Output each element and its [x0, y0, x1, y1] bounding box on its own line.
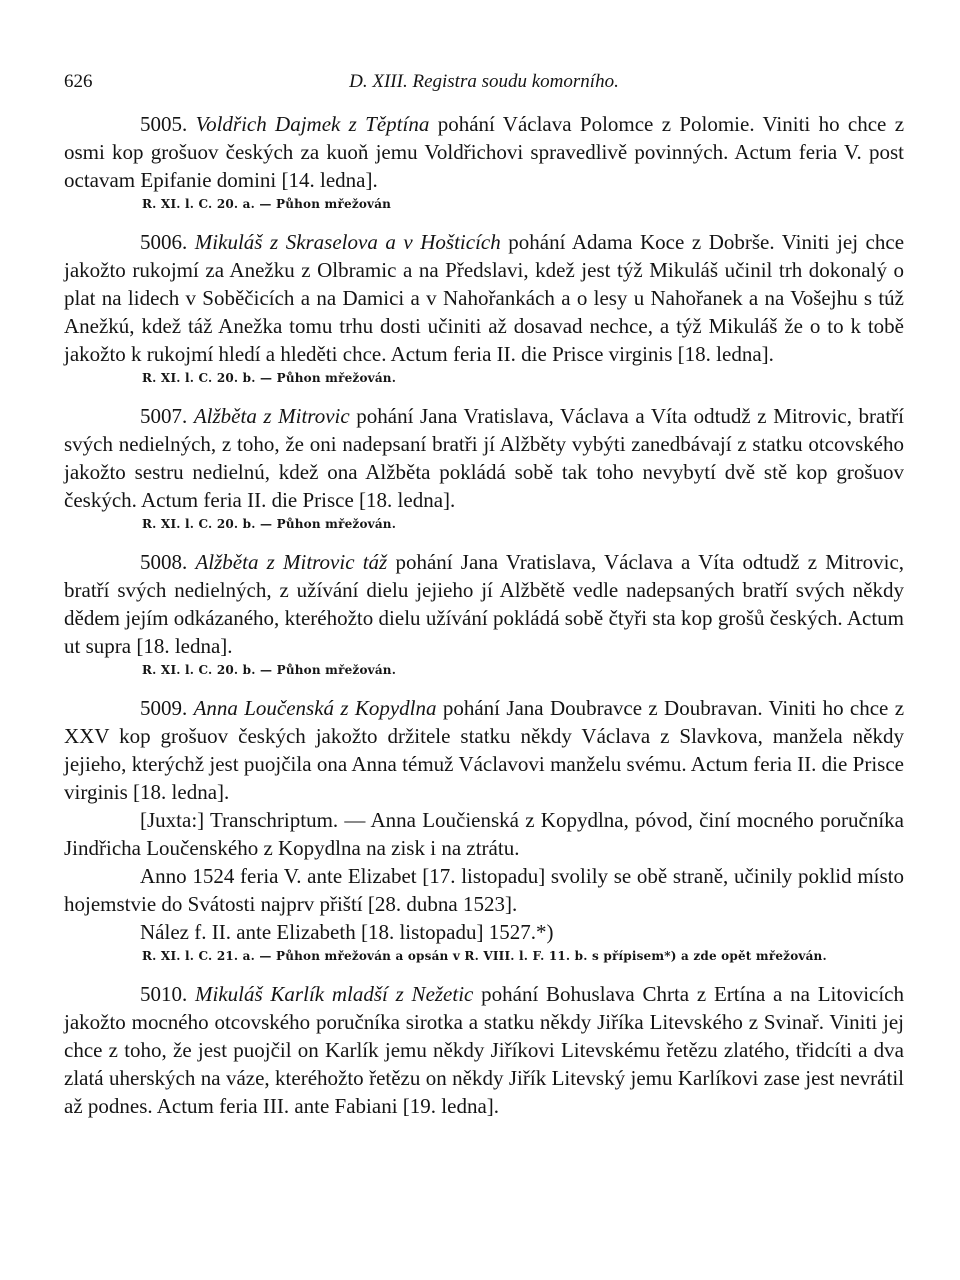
entry-note: R. XI. l. C. 21. a. — Půhon mřežován a opsán v R. VIII. l. F. 11. b. s přípisem*) a zde opět mřežován.	[142, 949, 827, 963]
entry-5005	[64, 110, 904, 214]
entry-party: Mikuláš Karlík mladší z Nežetic	[195, 982, 474, 1006]
running-title: D. XIII. Registra soudu komorního.	[349, 71, 619, 92]
entry-subparagraph: [Juxta:] Transchriptum. — Anna Loučienská z Kopydlna, póvod, činí mocného poručníka Jindřicha Loučenského z Kopydlna na zisk i na ztrátu.	[64, 808, 904, 860]
entry-party: Voldřich Dajmek z Těptína	[195, 112, 430, 136]
entry-5008	[64, 548, 904, 680]
entry-5007	[64, 402, 904, 534]
entry-number: 5008.	[140, 550, 188, 574]
entry-5009	[64, 694, 904, 966]
entry-note: R. XI. l. C. 20. b. — Půhon mřežován.	[142, 371, 397, 385]
entry-5006	[64, 228, 904, 388]
entry-paragraph	[64, 694, 904, 806]
entry-party: Alžběta z Mitrovic	[193, 404, 350, 428]
entry-number: 5009.	[140, 696, 188, 720]
entry-number: 5010.	[140, 982, 188, 1006]
entry-party: Mikuláš z Skraselova a v Hošticích	[194, 230, 501, 254]
entry-paragraph	[64, 228, 904, 368]
entry-note: R. XI. l. C. 20. b. — Půhon mřežován.	[142, 517, 397, 531]
entry-text: pohání Adama Koce z Dobrše. Viniti jej chce jakožto rukojmí za Anežku z Olbramic a na Předslavi, kdež jest týž Mikuláš učinil trh dokonalý o plat na lidech v Soběčicích a na Damici a v Nahořankách a o lesy u Nahořanek a na Vošejhu s túž Anežkú, kdež táž Anežka tomu trhu dosti učiniti až dosavad nechce, a týž Mikuláš že o to k tobě jakožto k rukojmí hledí a hleděti chce. Actum feria II. die Prisce virginis [18. ledna].	[64, 230, 905, 366]
entry-note: R. XI. l. C. 20. b. — Půhon mřežován.	[142, 663, 397, 677]
entry-paragraph	[64, 402, 904, 514]
entry-text: pohání Jana Vratislava, Václava a Víta odtudž z Mitrovic, bratří svých nedielných, z toho, že oni nadepsaní bratři jí Alžběty vybýti zanedbávají z statku otcovského jakožto sestru nedielnú, kdež ona Alžběta pokládá sobě tak toho nevybytí dvě stě kop grošuov českých. Actum feria II. die Prisce [18. ledna].	[64, 404, 904, 512]
entry-subparagraph: Nález f. II. ante Elizabeth [18. listopadu] 1527.*)	[140, 920, 554, 944]
entry-text: pohání Bohuslava Chrta z Ertína a na Litovicích jakožto mocného otcovského poručníka sirotka a statku někdy Jiříka Litevského z Svinař. Viniti jej chce z toho, že jest puojčil on Karlík jemu někdy Jiříkovi Litevskému řetězu zlatého, třidcíti a dva zlatá uherských na váze, kteréhožto řetězu on někdy Jiřík Litevský jemu Karlíkovi zase jest nevrátil až podnes. Actum feria III. ante Fabiani [19. ledna].	[64, 982, 905, 1118]
document-page	[64, 62, 904, 1120]
entry-paragraph	[64, 110, 904, 194]
entry-number: 5006.	[140, 230, 188, 254]
entry-party: Anna Loučenská z Kopydlna	[193, 696, 437, 720]
entry-text: pohání Jana Doubravce z Doubravan. Viniti ho chce z XXV kop grošuov českých jakožto držitele statku někdy Václava z Slavkova, manžela někdy jejieho, kterýchž jest puojčila ona Anna témuž Václavovi manželu svému. Actum feria II. die Prisce virginis [18. ledna].	[64, 696, 905, 804]
entry-note: R. XI. l. C. 20. a. — Půhon mřežován	[142, 197, 392, 211]
entry-paragraph	[64, 548, 904, 660]
entry-number: 5007.	[140, 404, 188, 428]
page-header	[64, 62, 904, 96]
entry-text: pohání Václava Polomce z Polomie. Viniti ho chce z osmi kop grošuov českých za kuoň jemu Voldřichovi spravedlivě povinných. Actum feria V. post octavam Epifanie domini [14. ledna].	[64, 112, 905, 192]
entry-5010	[64, 980, 904, 1120]
entry-paragraph	[64, 980, 904, 1120]
entry-subparagraph: Anno 1524 feria V. ante Elizabet [17. listopadu] svolily se obě straně, učinily poklid místo hojemstvie do Svátosti najprv přiští [28. dubna 1523].	[64, 864, 904, 916]
entry-text: pohání Jana Vratislava, Václava a Víta odtudž z Mitrovic, bratří svých nedielných, z užívání dielu jejieho jí Alžbětě vedle nadepsaných bratří svých někdy dědem jejím odkázaného, kteréhožto dielu užívání pokládá sobě čtyři sta kop grošů českých. Actum ut supra [18. ledna].	[64, 550, 905, 658]
entry-party: Alžběta z Mitrovic táž	[195, 550, 388, 574]
page-number: 626	[64, 71, 93, 92]
entry-number: 5005.	[140, 112, 188, 136]
